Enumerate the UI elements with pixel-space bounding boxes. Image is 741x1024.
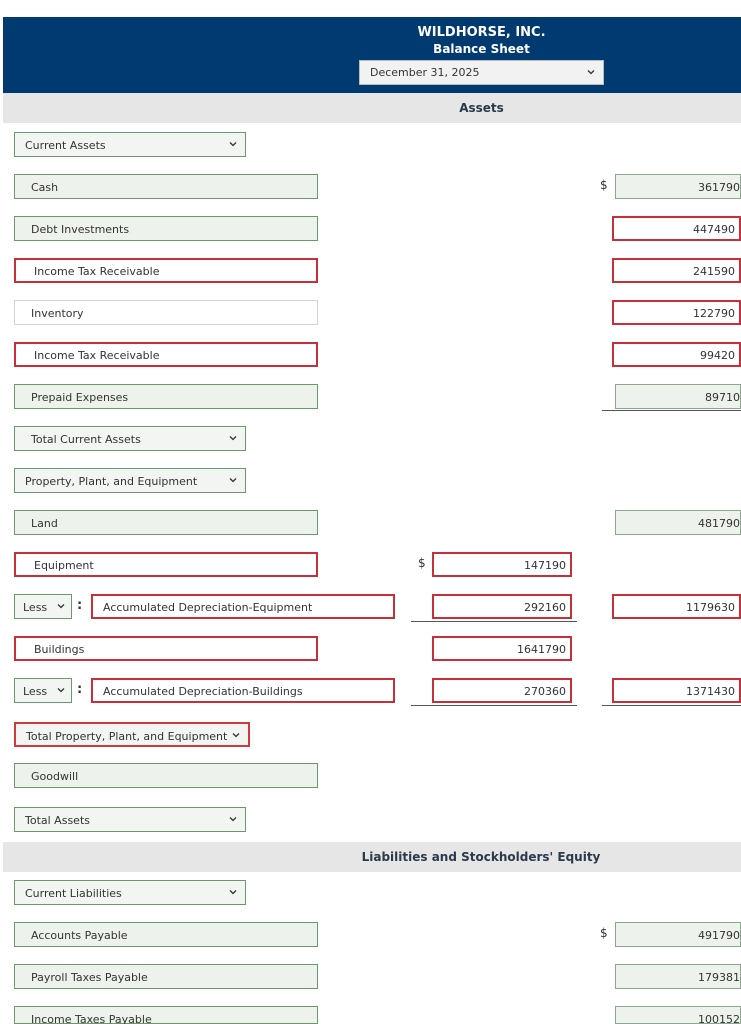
goodwill-label: Goodwill [31,770,79,783]
date-select-value: December 31, 2025 [370,66,480,79]
income-taxes-payable-amount-field[interactable] [615,1006,741,1024]
equipment-label: Equipment [34,559,94,572]
chevron-down-icon [229,140,237,148]
net-buildings-amount-value: 1371430 [686,685,735,698]
buildings-amount-field[interactable] [432,636,572,661]
current-assets-select-value: Current Assets [25,139,106,152]
total-current-assets-select-value: Total Current Assets [31,433,141,446]
buildings-underline [411,705,577,706]
accounts-payable-field[interactable] [14,922,318,947]
debt-investments-amount-field[interactable] [612,216,741,241]
less-select-equipment-value: Less [23,601,48,614]
net-equipment-amount-field[interactable] [612,594,741,619]
chevron-down-icon [229,815,237,823]
income-tax-receivable-label: Income Tax Receivable [34,265,160,278]
income-taxes-payable-amount-value: 100152 [698,1013,740,1024]
accum-dep-equipment-label: Accumulated Depreciation-Equipment [103,601,313,614]
total-ppe-select-value: Total Property, Plant, and Equipment [26,730,228,743]
ppe-select[interactable] [14,468,246,493]
payroll-taxes-payable-amount-field[interactable] [615,964,741,989]
accum-dep-buildings-amount-value: 270360 [524,685,566,698]
land-amount-value: 481790 [698,517,740,530]
less-select-equipment[interactable] [14,594,72,619]
buildings-field[interactable] [14,636,318,661]
current-assets-select[interactable] [14,132,246,157]
net-equipment-amount-value: 1179630 [686,601,735,614]
inventory-label: Inventory [31,307,84,320]
cash-account-field[interactable] [14,174,318,199]
accum-dep-buildings-field[interactable] [91,678,395,703]
debt-investments-field[interactable] [14,216,318,241]
colon-separator: : [77,598,83,613]
income-tax-receivable-amount-value: 241590 [693,265,735,278]
total-ppe-select[interactable] [14,722,250,747]
date-select[interactable] [359,60,604,85]
prepaid-expenses-amount-field[interactable] [615,384,741,409]
income-taxes-payable-field[interactable] [14,1006,318,1024]
current-liabilities-select-value: Current Liabilities [25,887,122,900]
equipment-dollar-sign: $ [418,556,426,570]
debt-investments-label: Debt Investments [31,223,130,236]
accum-dep-equipment-amount-field[interactable] [432,594,572,619]
statement-title: Balance Sheet [433,42,530,56]
income-tax-receivable-field[interactable] [14,258,318,283]
income-tax-receivable-2-field[interactable] [14,342,318,367]
cash-amount-value: 361790 [698,181,740,194]
income-taxes-payable-label: Income Taxes Payable [31,1013,152,1024]
current-liabilities-select[interactable] [14,880,246,905]
accum-dep-equipment-amount-value: 292160 [524,601,566,614]
land-amount-field[interactable] [615,510,741,535]
accum-dep-buildings-amount-field[interactable] [432,678,572,703]
income-tax-receivable-2-amount-field[interactable] [612,342,741,367]
cash-amount-field[interactable] [615,174,741,199]
income-tax-receivable-2-label: Income Tax Receivable [34,349,160,362]
total-assets-select-value: Total Assets [25,814,90,827]
chevron-down-icon [232,731,240,739]
buildings-label: Buildings [34,643,85,656]
ppe-select-value: Property, Plant, and Equipment [25,475,198,488]
payroll-taxes-payable-amount-value: 179381 [698,971,740,984]
payroll-taxes-payable-field[interactable] [14,964,318,989]
less-select-buildings[interactable] [14,678,72,703]
debt-investments-amount-value: 447490 [693,223,735,236]
cash-account-label: Cash [31,181,59,194]
liabilities-section-title: Liabilities and Stockholders' Equity [361,850,601,864]
inventory-amount-field[interactable] [612,300,741,325]
accounts-payable-amount-value: 491790 [698,929,740,942]
land-field[interactable] [14,510,318,535]
chevron-down-icon [587,68,595,76]
prepaid-expenses-label: Prepaid Expenses [31,391,129,404]
assets-section-title: Assets [459,101,504,115]
chevron-down-icon [229,434,237,442]
net-buildings-amount-field[interactable] [612,678,741,703]
chevron-down-icon [57,602,65,610]
income-tax-receivable-amount-field[interactable] [612,258,741,283]
chevron-down-icon [57,686,65,694]
equipment-amount-field[interactable] [432,552,572,577]
chevron-down-icon [229,888,237,896]
equipment-amount-value: 147190 [524,559,566,572]
payroll-taxes-payable-label: Payroll Taxes Payable [31,971,148,984]
subtotal-underline [602,410,741,411]
cash-dollar-sign: $ [600,178,608,192]
chevron-down-icon [229,476,237,484]
equipment-field[interactable] [14,552,318,577]
prepaid-expenses-amount-value: 89710 [705,391,740,404]
accounts-payable-dollar-sign: $ [600,926,608,940]
inventory-field[interactable] [14,300,318,325]
accum-dep-buildings-label: Accumulated Depreciation-Buildings [103,685,303,698]
inventory-amount-value: 122790 [693,307,735,320]
total-current-assets-select[interactable] [14,426,246,451]
land-label: Land [31,517,58,530]
buildings-amount-value: 1641790 [517,643,566,656]
prepaid-expenses-field[interactable] [14,384,318,409]
accounts-payable-amount-field[interactable] [615,922,741,947]
total-assets-select[interactable] [14,807,246,832]
goodwill-field[interactable] [14,763,318,788]
accum-dep-equipment-field[interactable] [91,594,395,619]
equipment-underline [411,621,577,622]
ppe-underline [602,705,741,706]
company-name: WILDHORSE, INC. [417,25,546,40]
accounts-payable-label: Accounts Payable [31,929,128,942]
income-tax-receivable-2-amount-value: 99420 [700,349,735,362]
colon-separator: : [77,682,83,697]
less-select-buildings-value: Less [23,685,48,698]
